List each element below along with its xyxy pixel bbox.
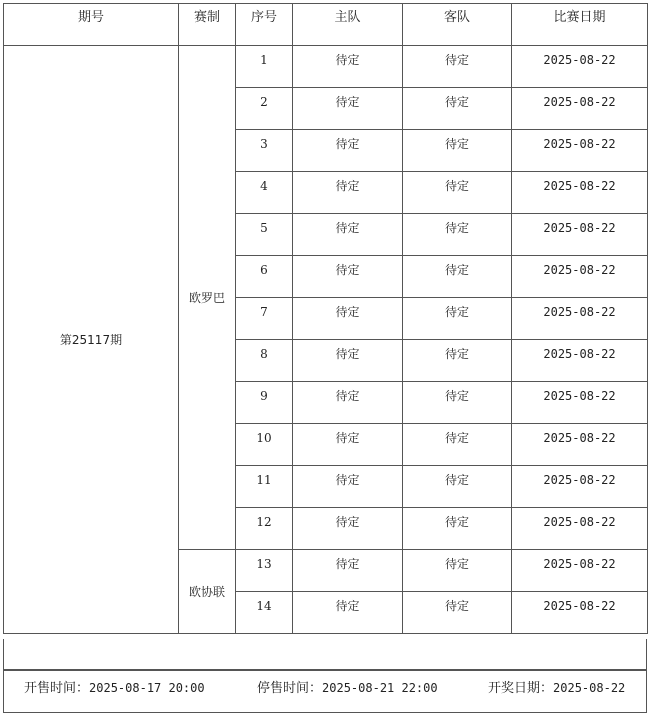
row-no-cell: 12 bbox=[236, 508, 293, 550]
match-date-cell: 2025-08-22 bbox=[512, 46, 648, 88]
match-date-cell: 2025-08-22 bbox=[512, 508, 648, 550]
home-team-cell: 待定 bbox=[293, 130, 403, 172]
home-team-cell: 待定 bbox=[293, 382, 403, 424]
row-no-cell: 4 bbox=[236, 172, 293, 214]
sale-start-label: 开售时间： bbox=[24, 681, 90, 696]
row-no-cell: 11 bbox=[236, 466, 293, 508]
home-team-cell: 待定 bbox=[293, 256, 403, 298]
home-team-cell: 待定 bbox=[293, 298, 403, 340]
home-team-cell: 待定 bbox=[293, 508, 403, 550]
row-no-cell: 1 bbox=[236, 46, 293, 88]
away-team-cell: 待定 bbox=[403, 214, 512, 256]
blank-row bbox=[3, 639, 647, 670]
away-team-cell: 待定 bbox=[403, 424, 512, 466]
row-no-cell: 9 bbox=[236, 382, 293, 424]
schedule-body bbox=[4, 46, 648, 634]
header-format: 赛制 bbox=[179, 4, 236, 46]
match-date-cell: 2025-08-22 bbox=[512, 592, 648, 634]
home-team-cell: 待定 bbox=[293, 46, 403, 88]
match-date-cell: 2025-08-22 bbox=[512, 172, 648, 214]
home-team-cell: 待定 bbox=[293, 340, 403, 382]
format-cell: 欧罗巴 bbox=[179, 46, 236, 550]
issue-cell: 第25117期 bbox=[4, 46, 179, 634]
schedule-sheet bbox=[3, 3, 647, 634]
home-team-cell: 待定 bbox=[293, 172, 403, 214]
match-date-cell: 2025-08-22 bbox=[512, 466, 648, 508]
sale-end-value: 2025-08-21 22:00 bbox=[322, 681, 438, 695]
row-no-cell: 5 bbox=[236, 214, 293, 256]
away-team-cell: 待定 bbox=[403, 172, 512, 214]
draw-label: 开奖日期： bbox=[488, 681, 554, 696]
away-team-cell: 待定 bbox=[403, 382, 512, 424]
draw-value: 2025-08-22 bbox=[553, 681, 626, 695]
header-home: 主队 bbox=[293, 4, 403, 46]
away-team-cell: 待定 bbox=[403, 340, 512, 382]
header-away: 客队 bbox=[403, 4, 512, 46]
away-team-cell: 待定 bbox=[403, 508, 512, 550]
away-team-cell: 待定 bbox=[403, 592, 512, 634]
header-no: 序号 bbox=[236, 4, 293, 46]
match-date-cell: 2025-08-22 bbox=[512, 130, 648, 172]
footer-bar bbox=[3, 670, 647, 713]
home-team-cell: 待定 bbox=[293, 592, 403, 634]
home-team-cell: 待定 bbox=[293, 214, 403, 256]
match-date-cell: 2025-08-22 bbox=[512, 550, 648, 592]
away-team-cell: 待定 bbox=[403, 130, 512, 172]
away-team-cell: 待定 bbox=[403, 88, 512, 130]
match-date-cell: 2025-08-22 bbox=[512, 424, 648, 466]
sale-start-value: 2025-08-17 20:00 bbox=[89, 681, 205, 695]
match-date-cell: 2025-08-22 bbox=[512, 382, 648, 424]
row-no-cell: 7 bbox=[236, 298, 293, 340]
match-date-cell: 2025-08-22 bbox=[512, 214, 648, 256]
sale-end bbox=[257, 677, 438, 696]
home-team-cell: 待定 bbox=[293, 88, 403, 130]
sale-end-label: 停售时间： bbox=[257, 681, 323, 696]
away-team-cell: 待定 bbox=[403, 550, 512, 592]
away-team-cell: 待定 bbox=[403, 256, 512, 298]
away-team-cell: 待定 bbox=[403, 46, 512, 88]
format-cell: 欧协联 bbox=[179, 550, 236, 634]
away-team-cell: 待定 bbox=[403, 298, 512, 340]
away-team-cell: 待定 bbox=[403, 466, 512, 508]
row-no-cell: 2 bbox=[236, 88, 293, 130]
row-no-cell: 3 bbox=[236, 130, 293, 172]
header-issue: 期号 bbox=[4, 4, 179, 46]
row-no-cell: 6 bbox=[236, 256, 293, 298]
match-date-cell: 2025-08-22 bbox=[512, 340, 648, 382]
row-no-cell: 8 bbox=[236, 340, 293, 382]
match-date-cell: 2025-08-22 bbox=[512, 256, 648, 298]
schedule-table bbox=[3, 3, 648, 634]
draw-date bbox=[488, 677, 625, 696]
header-date: 比赛日期 bbox=[512, 4, 648, 46]
home-team-cell: 待定 bbox=[293, 550, 403, 592]
header-row bbox=[4, 4, 648, 46]
home-team-cell: 待定 bbox=[293, 466, 403, 508]
row-no-cell: 10 bbox=[236, 424, 293, 466]
match-date-cell: 2025-08-22 bbox=[512, 298, 648, 340]
sale-start bbox=[24, 677, 205, 696]
row-no-cell: 13 bbox=[236, 550, 293, 592]
table-row bbox=[4, 46, 648, 88]
home-team-cell: 待定 bbox=[293, 424, 403, 466]
row-no-cell: 14 bbox=[236, 592, 293, 634]
match-date-cell: 2025-08-22 bbox=[512, 88, 648, 130]
